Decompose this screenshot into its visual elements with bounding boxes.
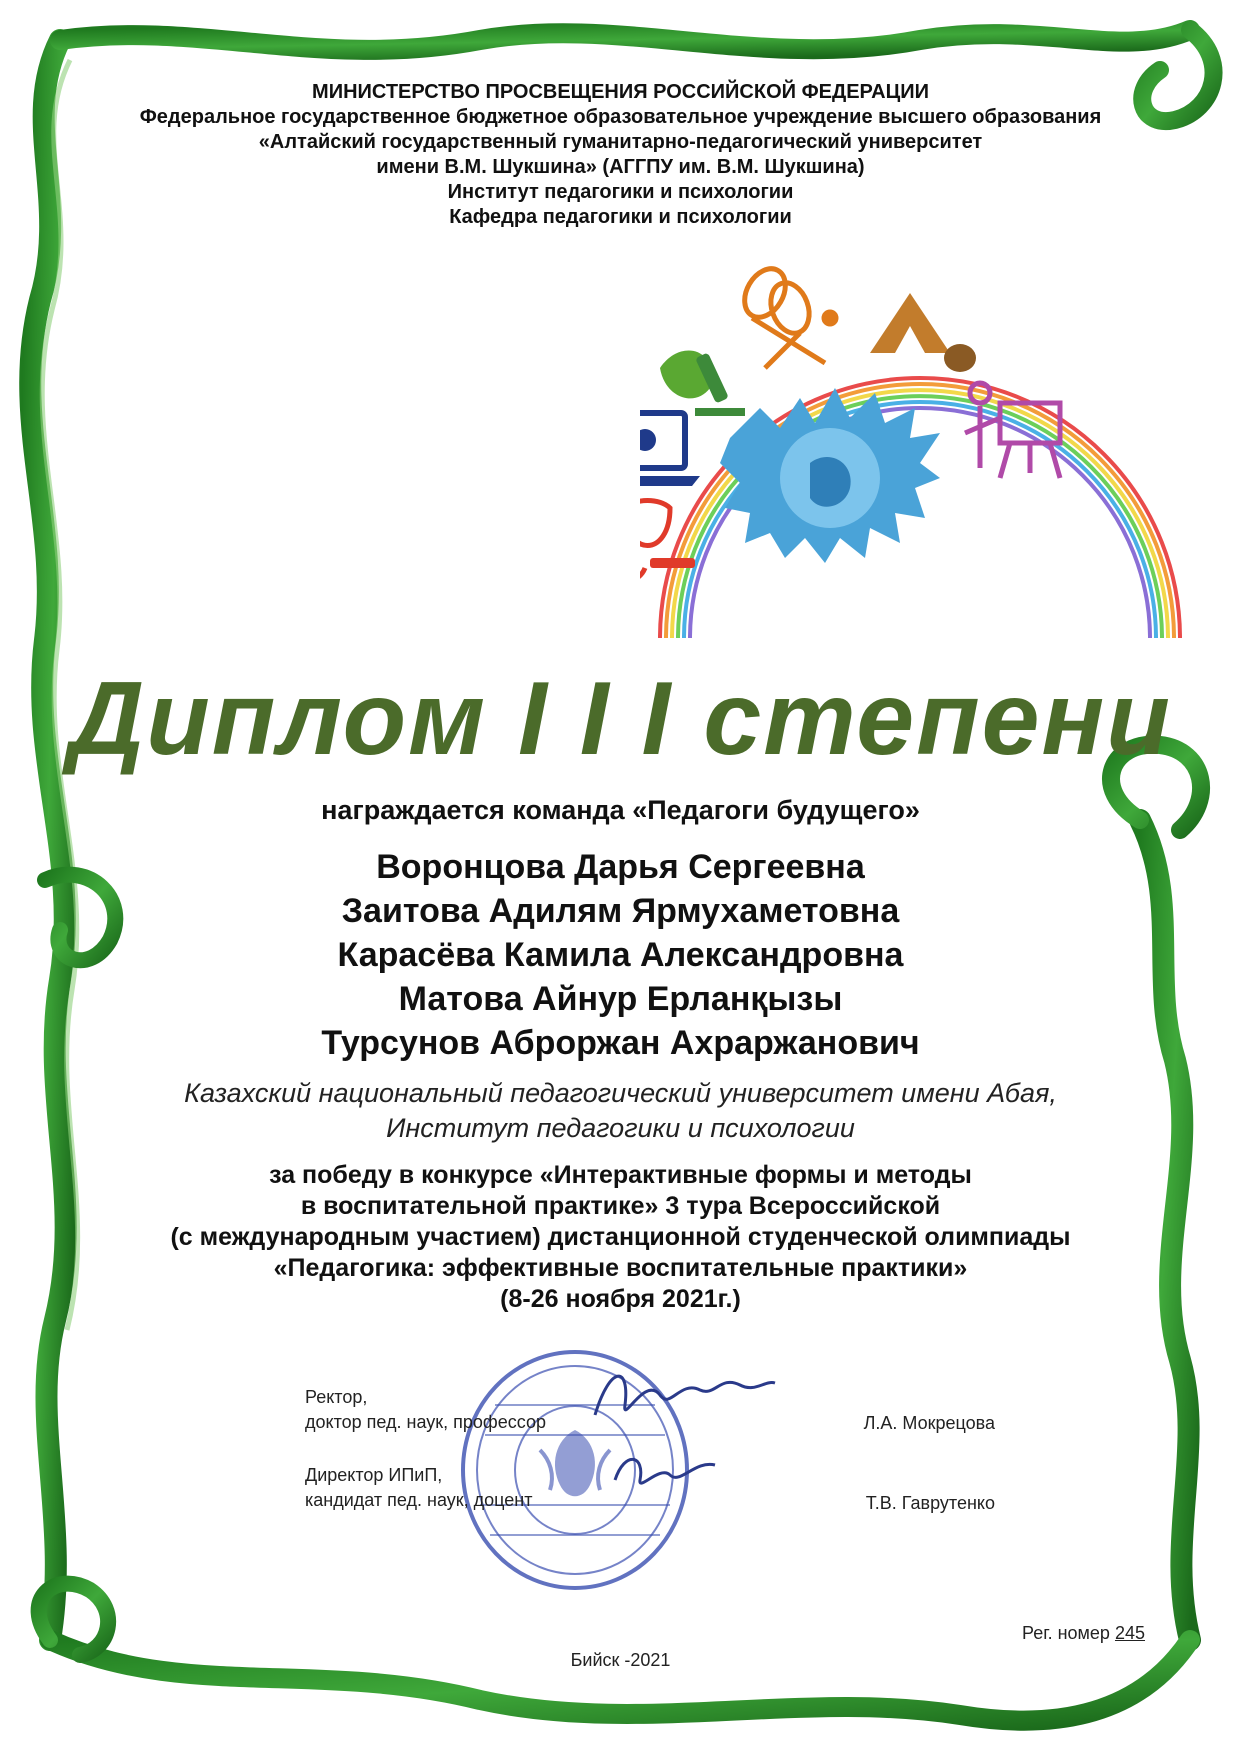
- director-title-line: Директор ИПиП,: [305, 1465, 443, 1485]
- recipients-list: [0, 845, 1241, 1065]
- header-line: «Алтайский государственный гуманитарно-педагогический университет: [258, 131, 983, 153]
- rector-title-line: доктор пед. наук, профессор: [305, 1412, 546, 1432]
- reason-line: за победу в конкурсе «Интерактивные формы и методы: [269, 1161, 972, 1189]
- recipient-organization: [0, 1076, 1241, 1146]
- sun-globe-icon: [720, 388, 940, 563]
- reason-line: (с международным участием) дистанционной студенческой олимпиады: [170, 1223, 1071, 1251]
- header-line: Кафедра педагогики и психологии: [449, 206, 792, 228]
- registration-value: 245: [1114, 1623, 1146, 1643]
- recipient-name: Заитова Адилям Ярмухаметовна: [341, 892, 900, 930]
- header-institution: [0, 80, 1241, 230]
- reason-line: в воспитательной практике» 3 тура Всероссийской: [300, 1192, 941, 1220]
- rector-name: Л.А. Мокрецова: [863, 1413, 995, 1433]
- organization-line: Институт педагогики и психологии: [386, 1113, 855, 1143]
- director-signature-icon: [610, 1440, 720, 1500]
- diploma-title: Диплом I I I степени: [69, 661, 1172, 777]
- rector-signature-icon: [590, 1355, 780, 1435]
- awarded-team: награждается команда «Педагоги будущего»: [321, 795, 920, 825]
- director-name: Т.В. Гаврутенко: [865, 1493, 995, 1513]
- signature-block: [290, 1345, 1010, 1615]
- city-year: Бийск -2021: [570, 1650, 671, 1670]
- director-title-line: кандидат пед. наук, доцент: [305, 1490, 533, 1510]
- award-reason: [0, 1160, 1241, 1315]
- reason-line: «Педагогика: эффективные воспитательные практики»: [273, 1254, 968, 1282]
- registration-label: Рег. номер: [1022, 1623, 1110, 1643]
- header-line: МИНИСТЕРСТВО ПРОСВЕЩЕНИЯ РОССИЙСКОЙ ФЕДЕРАЦИИ: [312, 81, 929, 103]
- header-line: имени В.М. Шукшина» (АГГПУ им. В.М. Шукшина): [376, 156, 865, 178]
- recipient-name: Карасёва Камила Александровна: [337, 936, 904, 974]
- laptop-icon: [640, 413, 700, 486]
- reason-line: (8-26 ноября 2021г.): [500, 1285, 741, 1313]
- header-line: Институт педагогики и психологии: [447, 181, 794, 203]
- rector-title: [305, 1385, 546, 1435]
- header-line: Федеральное государственное бюджетное образовательное учреждение высшего образования: [139, 106, 1102, 128]
- recipient-name: Воронцова Дарья Сергеевна: [376, 848, 865, 886]
- recipient-name: Турсунов Аброржан Ахраржанович: [321, 1024, 920, 1062]
- organization-line: Казахский национальный педагогический университет имени Абая,: [184, 1078, 1057, 1108]
- rector-title-line: Ректор,: [305, 1387, 368, 1407]
- rackets-icon: [736, 261, 836, 368]
- tent-icon: [870, 293, 976, 372]
- leaf-microscope-icon: [660, 351, 745, 416]
- recipient-name: Матова Айнур Ерланқызы: [398, 980, 843, 1018]
- director-title: [305, 1463, 532, 1513]
- registration-number: [1022, 1623, 1145, 1644]
- olympiad-logo: [640, 258, 1200, 658]
